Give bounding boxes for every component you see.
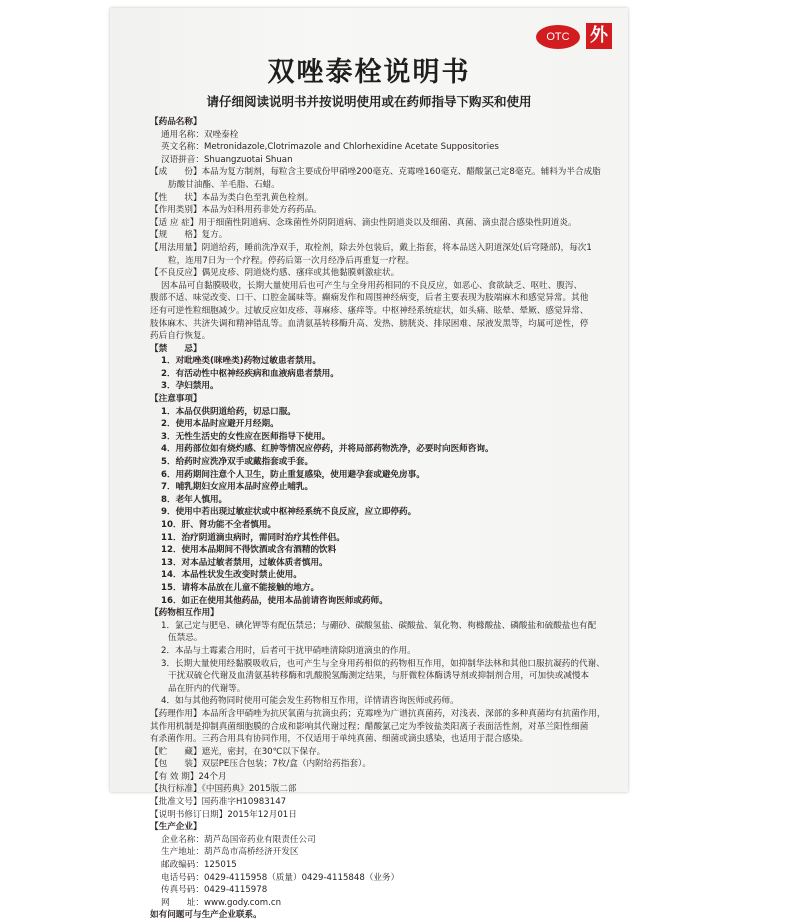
precaution-item: 1．本品仅供阴道给药，切忌口服。 [161, 406, 296, 417]
precaution-item: 16．如正在使用其他药品，使用本品前请咨询医师或药师。 [161, 595, 388, 606]
manufacturer-header: 【生产企业】 [150, 822, 202, 833]
precaution-item: 14．本品性状发生改变时禁止使用。 [161, 570, 302, 581]
precaution-item: 15．请将本品放在儿童不能接触的地方。 [161, 582, 320, 593]
precaution-item: 9．使用中若出现过敏症状或中枢神经系统不良反应，应立即停药。 [161, 507, 417, 518]
interactions-header: 【药物相互作用】 [150, 608, 219, 619]
usage-line: 【用法用量】阴道给药，睡前洗净双手，取栓剂，除去外包装后，戴上指套，将本品送入阴道深处(后穹隆部)，每次1 [150, 242, 592, 253]
page-title: 双唑泰栓说明书 [267, 57, 471, 88]
interaction-line: 3．长期大量使用经黏膜吸收后，也可产生与全身用药相似的药物相互作用，如抑制华法林和其他口服抗凝药的代谢、 [161, 658, 605, 669]
precaution-item: 11．治疗阴道滴虫病时，需同时治疗其性伴侣。 [161, 532, 345, 543]
adverse-paragraph-line: 还有可逆性粒细胞减少。过敏反应如皮疹、荨麻疹、瘙痒等。中枢神经系统症状，如头痛、眩晕、晕厥、感觉异常、 [150, 305, 589, 316]
storage-line: 【贮 藏】遮光，密封，在30℃以下保存。 [150, 746, 326, 757]
generic-name: 通用名称：双唑泰栓 [161, 129, 239, 140]
pharmacology-line: 其作用机制是抑制真菌细胞膜的合成和影响其代谢过程；醋酸氯己定为季铵盐类阳离子表面活性剂，对革兰阳性细菌 [150, 721, 589, 732]
interaction-line: 干扰双硫仑代谢及血清氨基转移酶和乳酸脱氢酶测定结果，与肝微粒体酶诱导剂或抑制剂合用，可加快或减慢本 [168, 671, 590, 682]
manufacturer-postal: 邮政编码：125015 [161, 860, 237, 871]
composition-line: 【成 份】本品为复方制剂，每粒含主要成份甲硝唑200毫克、克霉唑160毫克、醋酸氯己定8毫克。辅料为半合成脂 [150, 167, 601, 178]
precaution-item: 6．用药期间注意个人卫生，防止重复感染，使用避孕套或避免房事。 [161, 469, 425, 480]
manufacturer-fax: 传真号码：0429-4115978 [161, 885, 268, 896]
adverse-paragraph-line: 腹部不适、味觉改变、口干、口腔金属味等。癫痫发作和周围神经病变，后者主要表现为肢端麻木和感觉异常。其他 [150, 293, 589, 304]
leaflet-paper [110, 8, 628, 921]
validity-line: 【有 效 期】24个月 [150, 771, 227, 782]
pinyin-name: 汉语拼音：Shuangzuotai Shuan [161, 154, 293, 165]
precaution-item: 4．用药部位如有烧灼感、红肿等情况应停药，并将局部药物洗净，必要时向医师咨询。 [161, 444, 494, 455]
adverse-line: 【不良反应】偶见皮疹、阴道烧灼感、瘙痒或其他黏膜刺激症状。 [150, 268, 400, 279]
contraindications-header: 【禁 忌】 [150, 343, 202, 354]
precaution-item: 2．使用本品时应避开月经期。 [161, 419, 279, 430]
contraindication-item: 1．对吡唑类(咪唑类)药物过敏患者禁用。 [161, 356, 321, 367]
interaction-line: 1．氯己定与肥皂、碘化钾等有配伍禁忌；与硼砂、碳酸氢盐、碳酸盐、氧化物、枸橼酸盐、磷酸盐和硫酸盐也有配 [161, 620, 597, 631]
precaution-item: 13．对本品过敏者禁用，过敏体质者慎用。 [161, 557, 328, 568]
composition-line: 肪酸甘油酯、羊毛脂、石蜡。 [168, 179, 280, 190]
category-line: 【作用类别】本品为妇科用药非处方药药品。 [150, 205, 322, 216]
manufacturer-phone: 电话号码：0429-4115958（质量）0429-4115848（业务） [161, 872, 400, 883]
indications-line: 【适 应 症】用于细菌性阴道病、念珠菌性外阴阴道病、滴虫性阴道炎以及细菌、真菌、滴虫混合感染性阴道炎。 [150, 217, 577, 228]
interaction-line: 伍禁忌。 [168, 633, 203, 644]
leaflet-body [150, 116, 606, 922]
adverse-paragraph-line: 药后自行恢复。 [150, 331, 211, 342]
external-use-badge: 外 [586, 23, 612, 49]
precaution-item: 7．哺乳期妇女应用本品时应停止哺乳。 [161, 482, 314, 493]
standard-line: 【执行标准】《中国药典》2015版二部 [150, 784, 297, 795]
page-subtitle: 请仔细阅读说明书并按说明使用或在药师指导下购买和使用 [206, 94, 532, 109]
pharmacology-line: 有杀菌作用。三药合用具有协同作用，不仅适用于单纯真菌、细菌或滴虫感染，也适用于混合感染。 [150, 734, 529, 745]
package-line: 【包 装】双层PE压合包装；7枚/盒（内附给药指套）。 [150, 759, 371, 770]
contraindication-item: 2．有活动性中枢神经疾病和血液病患者禁用。 [161, 368, 339, 379]
specification-line: 【规 格】复方。 [150, 230, 228, 241]
adverse-paragraph-line: 因本品可自黏膜吸收，长期大量使用后也可产生与全身用药相同的不良反应，如恶心、食欲缺乏、呕吐、腹泻、 [161, 280, 583, 291]
interaction-line: 2．本品与土霉素合用时，后者可干扰甲硝唑清除阴道滴虫的作用。 [161, 645, 416, 656]
precaution-item: 8．老年人慎用。 [161, 494, 228, 505]
precautions-header: 【注意事项】 [150, 394, 202, 405]
otc-badge: OTC [536, 25, 580, 49]
interaction-line: 4．如与其他药物同时使用可能会发生药物相互作用，详情请咨询医师或药师。 [161, 696, 459, 707]
revision-line: 【说明书修订日期】2015年12月01日 [150, 809, 297, 820]
adverse-paragraph-line: 肢体麻木、共济失调和精神错乱等。血清氨基转移酶升高、发热、膀胱炎、排尿困难、尿液发黑等，均属可逆性，停 [150, 318, 589, 329]
manufacturer-address: 生产地址：葫芦岛市高桥经济开发区 [161, 847, 299, 858]
manufacturer-company: 企业名称：葫芦岛国帝药业有限责任公司 [161, 834, 316, 845]
drug-name-header: 【药品名称】 [150, 117, 202, 127]
precaution-item: 12．使用本品期间不得饮酒或含有酒精的饮料 [161, 545, 337, 556]
interaction-line: 品在肝内的代谢等。 [168, 683, 246, 694]
precaution-item: 5．给药时应洗净双手或戴指套或手套。 [161, 457, 314, 468]
usage-line: 粒，连用7日为一个疗程。停药后第一次月经净后再重复一疗程。 [168, 255, 415, 266]
precaution-item: 3．无性生活史的女性应在医师指导下使用。 [161, 431, 331, 442]
contraindication-item: 3．孕妇禁用。 [161, 381, 219, 392]
character-line: 【性 状】本品为类白色至乳黄色栓剂。 [150, 192, 314, 203]
manufacturer-footer: 如有问题可与生产企业联系。 [150, 910, 262, 921]
manufacturer-website: 网 址：www.gody.com.cn [161, 897, 282, 908]
approval-line: 【批准文号】国药准字H10983147 [150, 797, 287, 808]
english-name: 英文名称：Metronidazole,Clotrimazole and Chlorhexidine Acetate Suppositories [161, 142, 499, 153]
precaution-item: 10．肝、肾功能不全者慎用。 [161, 520, 277, 530]
pharmacology-line: 【药理作用】本品所含甲硝唑为抗厌氧菌与抗滴虫药；克霉唑为广谱抗真菌药，对浅表、深部的多种真菌均有抗菌作用， [150, 708, 606, 719]
